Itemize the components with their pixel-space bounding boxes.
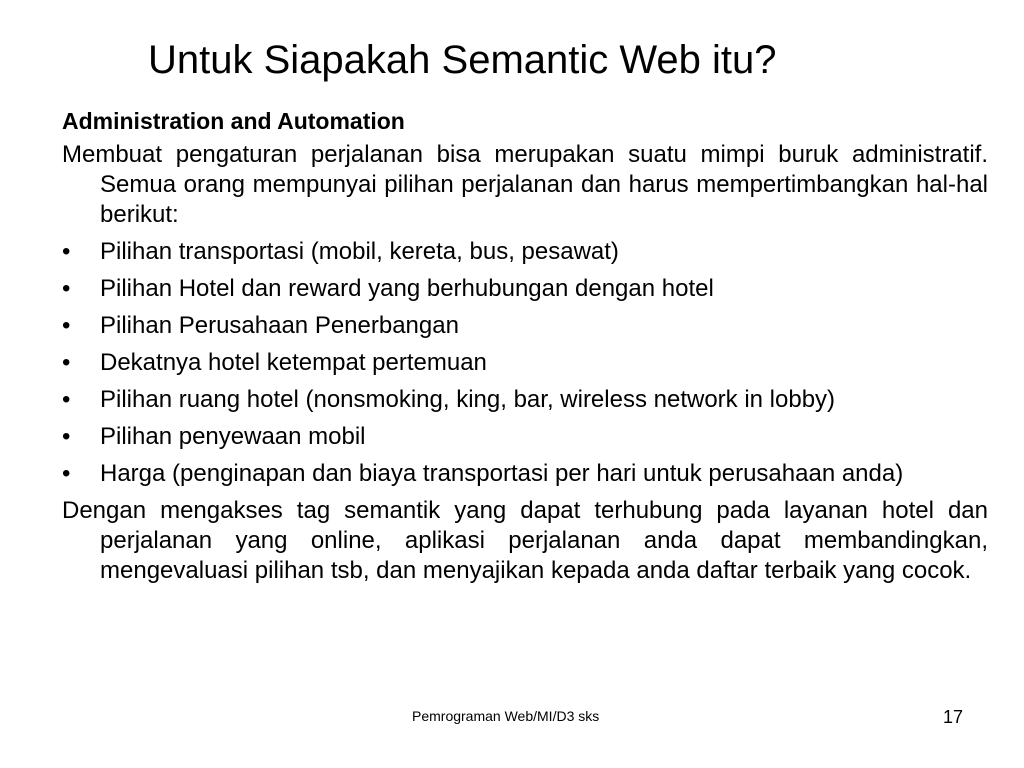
bullet-marker: • [62, 275, 71, 302]
slide-title: Untuk Siapakah Semantic Web itu? [148, 38, 777, 82]
bullet-item [62, 422, 988, 452]
bullet-text: Pilihan Perusahaan Penerbangan [100, 312, 459, 339]
intro-paragraph: Membuat pengaturan perjalanan bisa merupakan suatu mimpi buruk administratif. Semua orang mempunyai pilihan perjalanan dan harus mempertimbangkan hal-hal berikut: [62, 141, 988, 228]
bullet-marker: • [62, 312, 71, 339]
closing-paragraph: Dengan mengakses tag semantik yang dapat terhubung pada layanan hotel dan perjalanan yang online, aplikasi perjalanan anda dapat membandingkan, mengevaluasi pilihan tsb, dan menyajikan kepada anda daftar terbaik yang cocok. [62, 497, 988, 584]
footer-text: Pemrograman Web/MI/D3 sks [412, 708, 600, 724]
bullet-item [62, 385, 988, 415]
slide-body [62, 106, 988, 593]
bullet-text: Pilihan ruang hotel (nonsmoking, king, bar, wireless network in lobby) [100, 386, 836, 413]
bullet-item [62, 237, 988, 267]
bullet-item [62, 311, 988, 341]
bullet-list [62, 237, 988, 489]
bullet-text: Harga (penginapan dan biaya transportasi per hari untuk perusahaan anda) [100, 460, 904, 487]
bullet-item [62, 459, 988, 489]
section-heading: Administration and Automation [62, 108, 405, 134]
bullet-marker: • [62, 349, 71, 376]
bullet-text: Pilihan Hotel dan reward yang berhubungan dengan hotel [100, 275, 714, 302]
page-number: 17 [943, 707, 964, 727]
bullet-marker: • [62, 238, 71, 265]
bullet-marker: • [62, 460, 71, 487]
bullet-text: Pilihan penyewaan mobil [100, 423, 366, 450]
bullet-item [62, 348, 988, 378]
bullet-marker: • [62, 386, 71, 413]
bullet-text: Pilihan transportasi (mobil, kereta, bus, pesawat) [100, 238, 619, 265]
bullet-text: Dekatnya hotel ketempat pertemuan [100, 349, 487, 376]
bullet-item [62, 274, 988, 304]
bullet-marker: • [62, 423, 71, 450]
